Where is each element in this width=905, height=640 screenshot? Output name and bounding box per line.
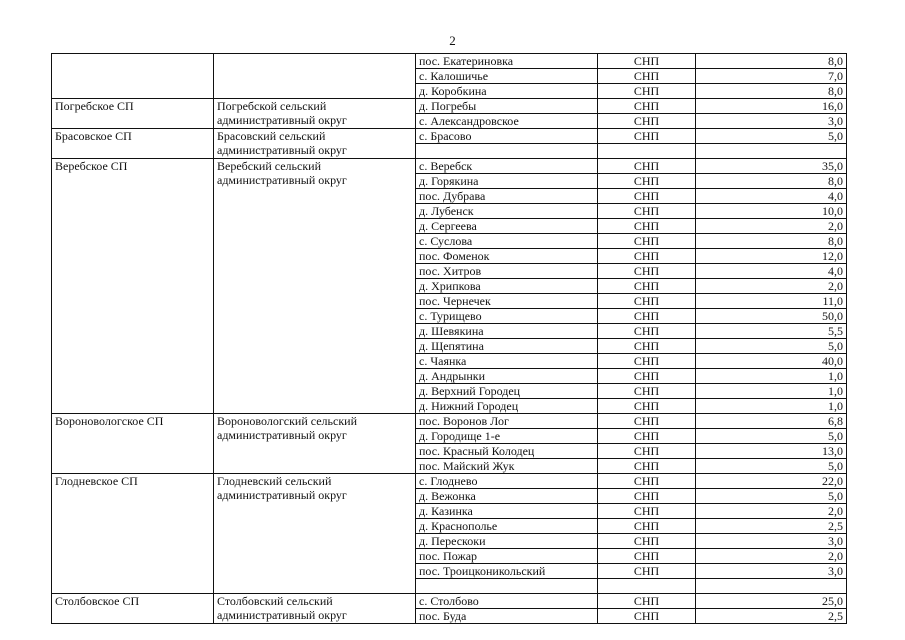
settlement-name-cell: пос. Фоменок — [416, 249, 598, 264]
settlement-type-cell: СНП — [598, 84, 696, 99]
settlement-type-cell: СНП — [598, 309, 696, 324]
settlement-name-cell — [416, 144, 598, 159]
settlement-name-cell: д. Верхний Городец — [416, 384, 598, 399]
settlements-table — [51, 53, 847, 624]
settlement-council-name: Погребское СП — [55, 99, 134, 113]
settlement-value-cell: 2,5 — [696, 519, 847, 534]
administrative-district-cell — [214, 54, 416, 99]
settlement-type-cell: СНП — [598, 219, 696, 234]
administrative-district-name: Вороновологский сельский административный округ — [217, 414, 358, 442]
settlement-type-cell: СНП — [598, 294, 696, 309]
settlement-type-cell — [598, 579, 696, 594]
administrative-district-name: Столбовский сельский административный округ — [217, 594, 347, 622]
administrative-district-cell — [214, 99, 416, 129]
settlement-type-cell: СНП — [598, 204, 696, 219]
settlement-name-cell: пос. Чернечек — [416, 294, 598, 309]
administrative-district-cell — [214, 159, 416, 414]
settlement-value-cell: 1,0 — [696, 399, 847, 414]
administrative-district-name: Веребский сельский административный округ — [217, 159, 347, 187]
settlement-name-cell: с. Веребск — [416, 159, 598, 174]
settlement-type-cell: СНП — [598, 384, 696, 399]
settlement-name-cell: с. Суслова — [416, 234, 598, 249]
settlement-value-cell: 8,0 — [696, 54, 847, 69]
settlement-value-cell: 11,0 — [696, 294, 847, 309]
settlement-type-cell — [598, 144, 696, 159]
settlement-value-cell: 25,0 — [696, 594, 847, 609]
settlement-council-cell — [52, 159, 214, 414]
settlement-council-cell — [52, 414, 214, 474]
settlement-value-cell: 2,0 — [696, 279, 847, 294]
settlement-name-cell: с. Брасово — [416, 129, 598, 144]
settlement-type-cell: СНП — [598, 324, 696, 339]
administrative-district-name: Погребской сельский административный округ — [217, 99, 347, 127]
settlement-type-cell: СНП — [598, 429, 696, 444]
settlement-type-cell: СНП — [598, 519, 696, 534]
settlement-type-cell: СНП — [598, 339, 696, 354]
settlement-type-cell: СНП — [598, 549, 696, 564]
settlement-value-cell: 12,0 — [696, 249, 847, 264]
settlement-type-cell: СНП — [598, 234, 696, 249]
settlement-type-cell: СНП — [598, 609, 696, 624]
settlement-value-cell: 16,0 — [696, 99, 847, 114]
settlement-council-name: Столбовское СП — [55, 594, 140, 608]
settlement-value-cell: 50,0 — [696, 309, 847, 324]
settlement-value-cell: 8,0 — [696, 84, 847, 99]
settlement-name-cell: с. Александровское — [416, 114, 598, 129]
table-row — [52, 99, 847, 114]
settlement-value-cell: 3,0 — [696, 114, 847, 129]
settlement-council-cell — [52, 129, 214, 159]
settlement-value-cell: 8,0 — [696, 234, 847, 249]
settlement-council-name: Глодневское СП — [55, 474, 138, 488]
settlement-value-cell: 1,0 — [696, 369, 847, 384]
settlement-name-cell: д. Городище 1-е — [416, 429, 598, 444]
settlement-name-cell: д. Краснополье — [416, 519, 598, 534]
administrative-district-cell — [214, 129, 416, 159]
administrative-district-cell — [214, 594, 416, 624]
settlement-type-cell: СНП — [598, 114, 696, 129]
settlement-value-cell: 10,0 — [696, 204, 847, 219]
settlement-value-cell: 7,0 — [696, 69, 847, 84]
table-row — [52, 54, 847, 69]
settlement-name-cell: пос. Хитров — [416, 264, 598, 279]
administrative-district-cell — [214, 474, 416, 594]
settlement-name-cell: пос. Екатериновка — [416, 54, 598, 69]
administrative-district-cell — [214, 414, 416, 474]
settlement-type-cell: СНП — [598, 534, 696, 549]
settlement-name-cell — [416, 579, 598, 594]
settlement-name-cell: д. Щепятина — [416, 339, 598, 354]
settlement-name-cell: пос. Дубрава — [416, 189, 598, 204]
settlement-name-cell: с. Калошичье — [416, 69, 598, 84]
settlement-type-cell: СНП — [598, 489, 696, 504]
settlement-value-cell: 4,0 — [696, 264, 847, 279]
settlement-value-cell: 35,0 — [696, 159, 847, 174]
settlement-type-cell: СНП — [598, 399, 696, 414]
settlement-value-cell: 4,0 — [696, 189, 847, 204]
settlement-name-cell: с. Турищево — [416, 309, 598, 324]
table-row — [52, 129, 847, 144]
settlement-council-name: Вороновологское СП — [55, 414, 164, 428]
settlement-value-cell: 5,0 — [696, 459, 847, 474]
settlement-name-cell: д. Сергеева — [416, 219, 598, 234]
settlement-name-cell: д. Казинка — [416, 504, 598, 519]
settlement-value-cell: 5,0 — [696, 129, 847, 144]
page-number: 2 — [449, 33, 456, 48]
settlement-name-cell: с. Глоднево — [416, 474, 598, 489]
settlement-type-cell: СНП — [598, 264, 696, 279]
settlement-name-cell: пос. Майский Жук — [416, 459, 598, 474]
settlement-type-cell: СНП — [598, 279, 696, 294]
settlement-value-cell: 5,0 — [696, 489, 847, 504]
settlement-name-cell: д. Андрынки — [416, 369, 598, 384]
settlement-name-cell: пос. Буда — [416, 609, 598, 624]
settlements-table-body — [52, 54, 847, 624]
table-row — [52, 594, 847, 609]
settlement-name-cell: д. Вежонка — [416, 489, 598, 504]
table-row — [52, 414, 847, 429]
settlement-value-cell — [696, 579, 847, 594]
settlement-type-cell: СНП — [598, 354, 696, 369]
settlement-value-cell: 2,5 — [696, 609, 847, 624]
settlement-type-cell: СНП — [598, 444, 696, 459]
settlement-type-cell: СНП — [598, 564, 696, 579]
settlement-council-name: Веребское СП — [55, 159, 128, 173]
settlement-value-cell: 5,5 — [696, 324, 847, 339]
settlement-name-cell: пос. Красный Колодец — [416, 444, 598, 459]
settlement-value-cell: 1,0 — [696, 384, 847, 399]
settlement-name-cell: д. Нижний Городец — [416, 399, 598, 414]
settlement-type-cell: СНП — [598, 189, 696, 204]
settlement-council-cell — [52, 54, 214, 99]
settlement-value-cell: 6,8 — [696, 414, 847, 429]
settlement-name-cell: д. Лубенск — [416, 204, 598, 219]
table-row — [52, 474, 847, 489]
settlement-type-cell: СНП — [598, 174, 696, 189]
settlement-council-cell — [52, 99, 214, 129]
settlement-value-cell: 3,0 — [696, 564, 847, 579]
settlement-name-cell: д. Горякина — [416, 174, 598, 189]
settlement-type-cell: СНП — [598, 99, 696, 114]
settlement-type-cell: СНП — [598, 129, 696, 144]
settlement-name-cell: д. Шевякина — [416, 324, 598, 339]
settlement-type-cell: СНП — [598, 414, 696, 429]
settlement-council-cell — [52, 474, 214, 594]
administrative-district-name: Брасовский сельский административный округ — [217, 129, 347, 157]
settlement-name-cell: с. Столбово — [416, 594, 598, 609]
settlement-type-cell: СНП — [598, 69, 696, 84]
settlement-type-cell: СНП — [598, 594, 696, 609]
settlement-value-cell: 2,0 — [696, 504, 847, 519]
settlement-name-cell: д. Погребы — [416, 99, 598, 114]
administrative-district-name: Глодневский сельский административный округ — [217, 474, 347, 502]
settlement-value-cell: 8,0 — [696, 174, 847, 189]
settlement-value-cell: 2,0 — [696, 549, 847, 564]
settlement-name-cell: пос. Троицконикольский — [416, 564, 598, 579]
settlement-type-cell: СНП — [598, 249, 696, 264]
settlement-value-cell: 40,0 — [696, 354, 847, 369]
settlement-type-cell: СНП — [598, 369, 696, 384]
settlement-name-cell: д. Хрипкова — [416, 279, 598, 294]
settlement-name-cell: д. Коробкина — [416, 84, 598, 99]
settlement-type-cell: СНП — [598, 54, 696, 69]
settlement-type-cell: СНП — [598, 159, 696, 174]
settlement-name-cell: пос. Воронов Лог — [416, 414, 598, 429]
settlement-type-cell: СНП — [598, 459, 696, 474]
settlement-value-cell — [696, 144, 847, 159]
settlement-council-cell — [52, 594, 214, 624]
settlement-value-cell: 22,0 — [696, 474, 847, 489]
settlement-type-cell: СНП — [598, 474, 696, 489]
settlement-value-cell: 3,0 — [696, 534, 847, 549]
settlement-name-cell: пос. Пожар — [416, 549, 598, 564]
settlement-value-cell: 5,0 — [696, 429, 847, 444]
settlement-value-cell: 2,0 — [696, 219, 847, 234]
settlement-type-cell: СНП — [598, 504, 696, 519]
settlement-name-cell: с. Чаянка — [416, 354, 598, 369]
settlement-name-cell: д. Перескоки — [416, 534, 598, 549]
table-row — [52, 159, 847, 174]
settlement-value-cell: 13,0 — [696, 444, 847, 459]
settlement-value-cell: 5,0 — [696, 339, 847, 354]
settlement-council-name: Брасовское СП — [55, 129, 132, 143]
